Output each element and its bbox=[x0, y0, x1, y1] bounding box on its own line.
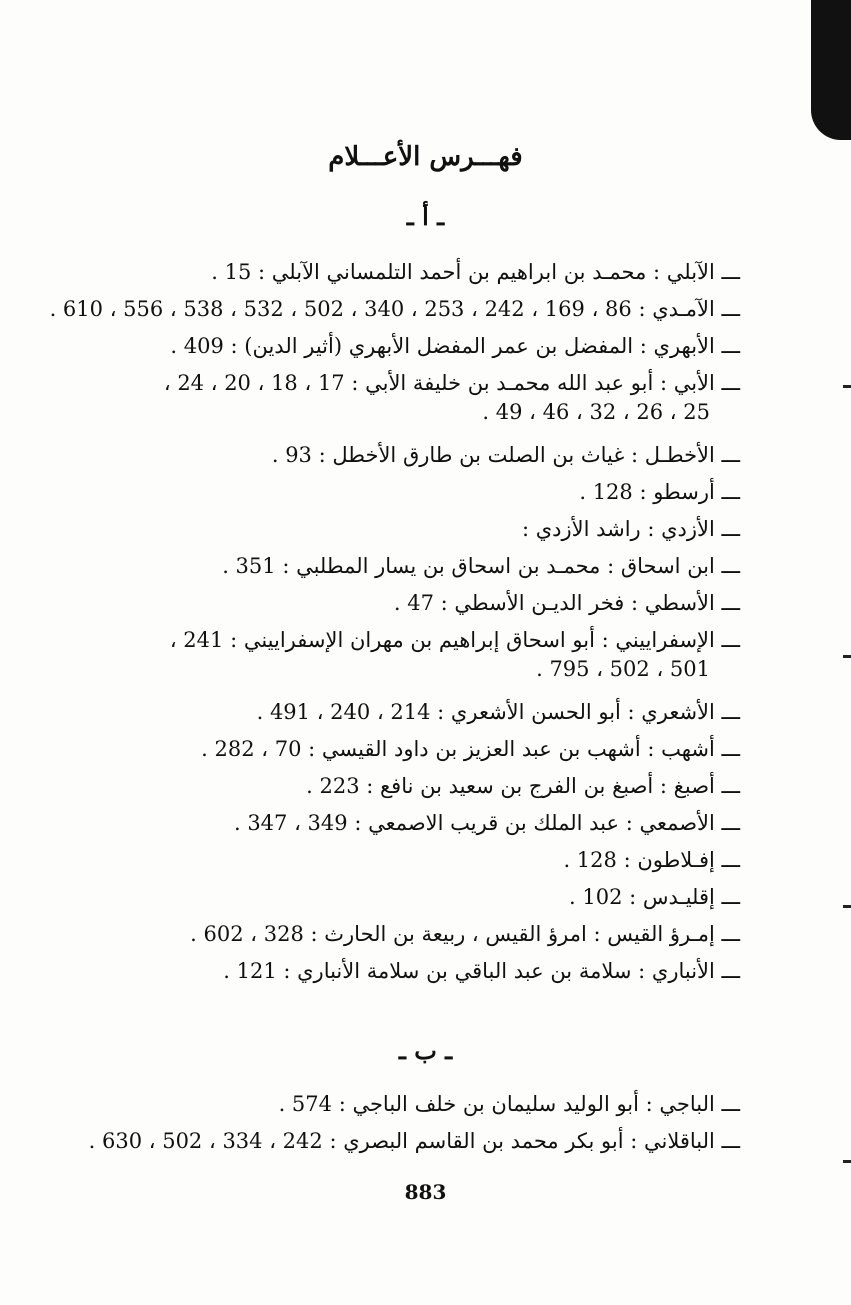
index-entry-line: ـــ الأبي : أبو عبد الله محمـد بن خليفة الأبي : 17 ، 18 ، 20 ، 24 ، bbox=[163, 371, 740, 395]
index-entry: ـــ أرسطو : 128 . bbox=[579, 480, 740, 504]
index-entry: ـــ إقليـدس : 102 . bbox=[569, 885, 740, 909]
index-entry: ـــ الأزدي : راشد الأزدي : bbox=[521, 517, 740, 541]
margin-mark bbox=[843, 1160, 851, 1163]
index-entry: ـــ الأصمعي : عبد الملك بن قريب الاصمعي : 349 ، 347 . bbox=[233, 811, 740, 835]
index-entry-line: ـــ الإسفراييني : أبو اسحاق إبراهيم بن مهران الإسفراييني : 241 ، bbox=[169, 628, 740, 652]
index-entry: ـــ أصبغ : أصبغ بن الفرج بن سعيد بن نافع : 223 . bbox=[306, 774, 740, 798]
index-entry: ـــ إفـلاطون : 128 . bbox=[563, 848, 740, 872]
index-entry: ـــ الباقلاني : أبو بكر محمد بن القاسم البصري : 242 ، 334 ، 502 ، 630 . bbox=[88, 1129, 740, 1153]
index-entry: ـــ الأشعري : أبو الحسن الأشعري : 214 ، 240 ، 491 . bbox=[256, 700, 740, 724]
index-entry-continuation: 25 ، 26 ، 32 ، 46 ، 49 . bbox=[482, 400, 710, 424]
index-entry: ـــ أشهب : أشهب بن عبد العزيز بن داود القيسي : 70 ، 282 . bbox=[201, 737, 740, 761]
index-entry: ـــ الأخطـل : غياث بن الصلت بن طارق الأخطل : 93 . bbox=[271, 443, 740, 467]
page-edge-shadow bbox=[811, 0, 851, 140]
index-title: فهـــرس الأعـــلام bbox=[328, 142, 523, 172]
index-entry: ـــ الباجي : أبو الوليد سليمان بن خلف الباجي : 574 . bbox=[278, 1092, 740, 1116]
index-entry bbox=[70, 369, 740, 441]
index-entry: ـــ الآبلي : محمـد بن ابراهيم بن أحمد التلمساني الآبلي : 15 . bbox=[211, 260, 740, 284]
index-entry: ـــ ابن اسحاق : محمـد بن اسحاق بن يسار المطلبي : 351 . bbox=[222, 554, 740, 578]
index-entry bbox=[70, 626, 740, 698]
index-entry: ـــ الأنباري : سلامة بن عبد الباقي بن سلامة الأنباري : 121 . bbox=[223, 959, 740, 983]
index-entry-continuation: 501 ، 502 ، 795 . bbox=[536, 657, 710, 681]
entries-list-alif bbox=[49, 258, 740, 994]
index-entry: ـــ الأسطي : فخر الديـن الأسطي : 47 . bbox=[393, 591, 740, 615]
index-entry: ـــ الآمـدي : 86 ، 169 ، 242 ، 253 ، 340 ، 502 ، 532 ، 538 ، 556 ، 610 . bbox=[49, 297, 740, 321]
margin-mark bbox=[843, 385, 851, 388]
margin-mark bbox=[843, 655, 851, 658]
section-letter-ba: ـ ب ـ bbox=[398, 1036, 453, 1065]
index-entry: ـــ إمـرؤ القيس : امرؤ القيس ، ربيعة بن الحارث : 328 ، 602 . bbox=[190, 922, 740, 946]
page-number: 883 bbox=[404, 1180, 447, 1204]
margin-mark bbox=[843, 905, 851, 908]
entries-list-ba bbox=[70, 1090, 740, 1164]
index-entry: ـــ الأبهري : المفضل بن عمر المفضل الأبهري (أثير الدين) : 409 . bbox=[170, 334, 740, 358]
section-letter-alif: ـ أ ـ bbox=[406, 202, 445, 231]
